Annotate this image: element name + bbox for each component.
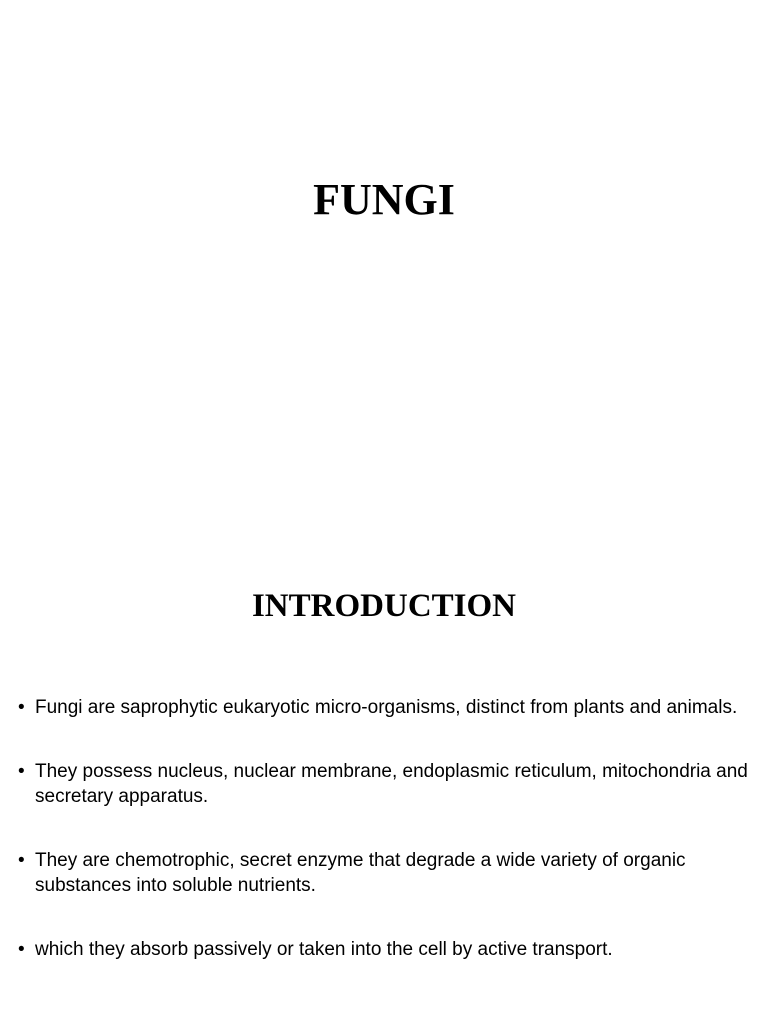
bullet-item <box>18 848 758 898</box>
bullet-point-icon: • <box>18 697 25 718</box>
bullet-item <box>18 759 758 809</box>
bullet-text: which they absorb passively or taken into the cell by active transport. <box>35 939 613 960</box>
bullet-point-icon: • <box>18 850 25 871</box>
bullet-item <box>18 937 758 962</box>
introduction-slide <box>0 540 768 1024</box>
bullet-text: Fungi are saprophytic eukaryotic micro-organisms, distinct from plants and animals. <box>35 697 738 718</box>
bullet-point-icon: • <box>18 939 25 960</box>
bullet-text: They possess nucleus, nuclear membrane, endoplasmic reticulum, mitochondria and secretary apparatus. <box>35 761 748 807</box>
bullet-text: They are chemotrophic, secret enzyme that degrade a wide variety of organic substances into soluble nutrients. <box>35 850 686 896</box>
section-heading: INTRODUCTION <box>251 588 517 624</box>
title-slide <box>0 0 768 430</box>
bullet-point-icon: • <box>18 761 25 782</box>
bullet-list <box>18 695 758 962</box>
slide-title: FUNGI <box>313 175 455 224</box>
bullet-item <box>18 695 758 720</box>
